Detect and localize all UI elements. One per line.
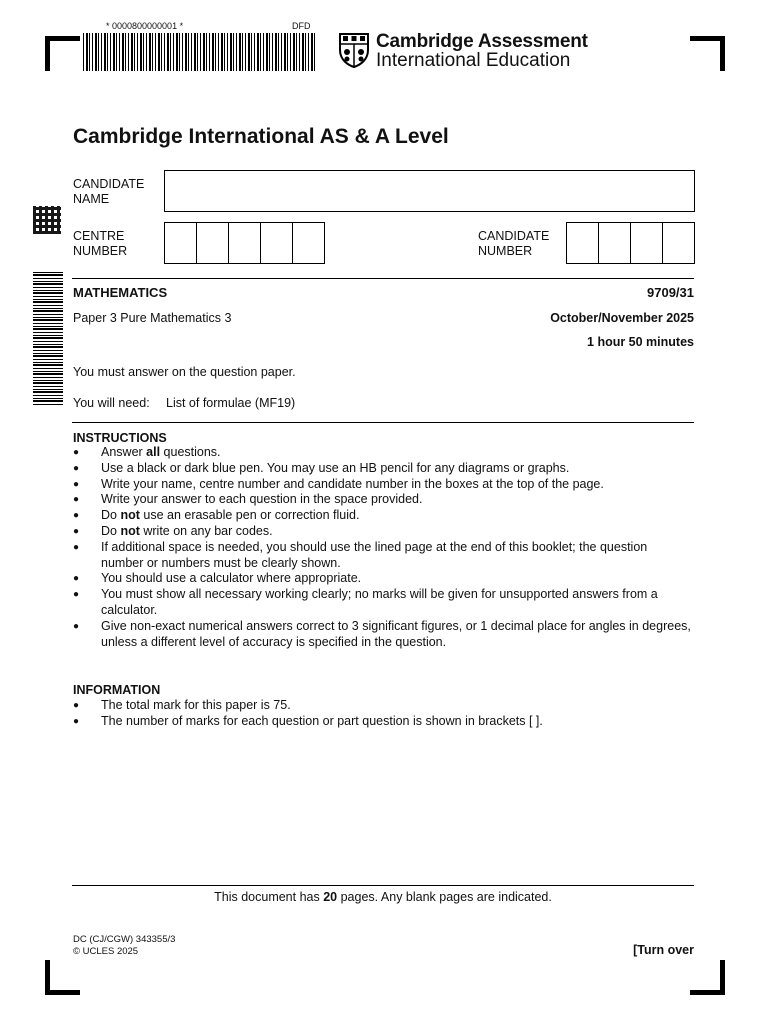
- corner-mark-bottom-right: [690, 960, 725, 995]
- centre-number-field[interactable]: [164, 222, 325, 264]
- list-item: ● Use a black or dark blue pen. You may use an HB pencil for any diagrams or graphs.: [73, 461, 693, 477]
- information-heading: INFORMATION: [73, 683, 161, 697]
- candidate-number-cell[interactable]: [567, 223, 599, 263]
- information-list: [73, 698, 693, 730]
- need-label: You will need:: [73, 396, 150, 410]
- list-item: ● The total mark for this paper is 75.: [73, 698, 693, 714]
- divider: [72, 422, 694, 423]
- barcode-number: * 0000800000001 *: [106, 21, 184, 31]
- paper-title: Paper 3 Pure Mathematics 3: [73, 311, 232, 325]
- corner-mark-top-right: [690, 36, 725, 71]
- page-title: Cambridge International AS & A Level: [73, 125, 449, 148]
- instructions-heading: INSTRUCTIONS: [73, 431, 167, 445]
- instructions-list: [73, 445, 693, 650]
- candidate-number-cell[interactable]: [631, 223, 663, 263]
- list-item: ● Write your answer to each question in the space provided.: [73, 492, 693, 508]
- candidate-number-cell[interactable]: [599, 223, 631, 263]
- divider: [72, 278, 694, 279]
- list-item: ● You must show all necessary working clearly; no marks will be given for unsupported answers from a calculator.: [73, 587, 693, 619]
- list-item: ● If additional space is needed, you should use the lined page at the end of this booklet; the question number or numbers must be clearly shown.: [73, 540, 693, 572]
- candidate-number-field[interactable]: [566, 222, 695, 264]
- divider: [72, 885, 694, 886]
- turn-over: [Turn over: [633, 943, 694, 957]
- centre-number-cell[interactable]: [229, 223, 261, 263]
- copyright: © UCLES 2025: [73, 946, 139, 957]
- barcode-side: [33, 270, 63, 405]
- list-item: ● Answer all questions.: [73, 445, 693, 461]
- list-item: ● Do not write on any bar codes.: [73, 524, 693, 540]
- logo-line-2: International Education: [376, 50, 571, 71]
- candidate-name-label: CANDIDATE NAME: [73, 177, 145, 206]
- answer-note: You must answer on the question paper.: [73, 365, 296, 379]
- subject: MATHEMATICS: [73, 285, 168, 300]
- candidate-name-field[interactable]: [164, 170, 695, 212]
- pages-note: This document has 20 pages. Any blank pages are indicated.: [214, 890, 552, 904]
- candidate-number-cell[interactable]: [663, 223, 694, 263]
- candidate-number-label: CANDIDATE NUMBER: [478, 229, 550, 258]
- corner-mark-top-left: [45, 36, 80, 71]
- paper-code: 9709/31: [647, 285, 694, 300]
- centre-number-cell[interactable]: [165, 223, 197, 263]
- need-value: List of formulae (MF19): [166, 396, 296, 410]
- document-reference: DC (CJ/CGW) 343355/3: [73, 934, 176, 945]
- logo-line-1: Cambridge Assessment: [376, 31, 588, 52]
- barcode-top: [83, 33, 317, 71]
- centre-number-cell[interactable]: [261, 223, 293, 263]
- list-item: ● Do not use an erasable pen or correction fluid.: [73, 508, 693, 524]
- centre-number-cell[interactable]: [293, 223, 324, 263]
- corner-mark-bottom-left: [45, 960, 80, 995]
- dfd-label: DFD: [292, 21, 311, 31]
- qr-code: [33, 206, 61, 234]
- list-item: ● Give non-exact numerical answers correct to 3 significant figures, or 1 decimal place for angles in degrees, unless a different level of accuracy is specified in the question.: [73, 619, 693, 651]
- list-item: ● You should use a calculator where appropriate.: [73, 571, 693, 587]
- centre-number-label: CENTRE NUMBER: [73, 229, 128, 258]
- list-item: ● The number of marks for each question or part question is shown in brackets [ ].: [73, 714, 693, 730]
- list-item: ● Write your name, centre number and candidate number in the boxes at the top of the page.: [73, 477, 693, 493]
- exam-session: October/November 2025: [550, 311, 694, 325]
- exam-duration: 1 hour 50 minutes: [587, 335, 694, 349]
- centre-number-cell[interactable]: [197, 223, 229, 263]
- cambridge-crest-icon: [338, 32, 370, 68]
